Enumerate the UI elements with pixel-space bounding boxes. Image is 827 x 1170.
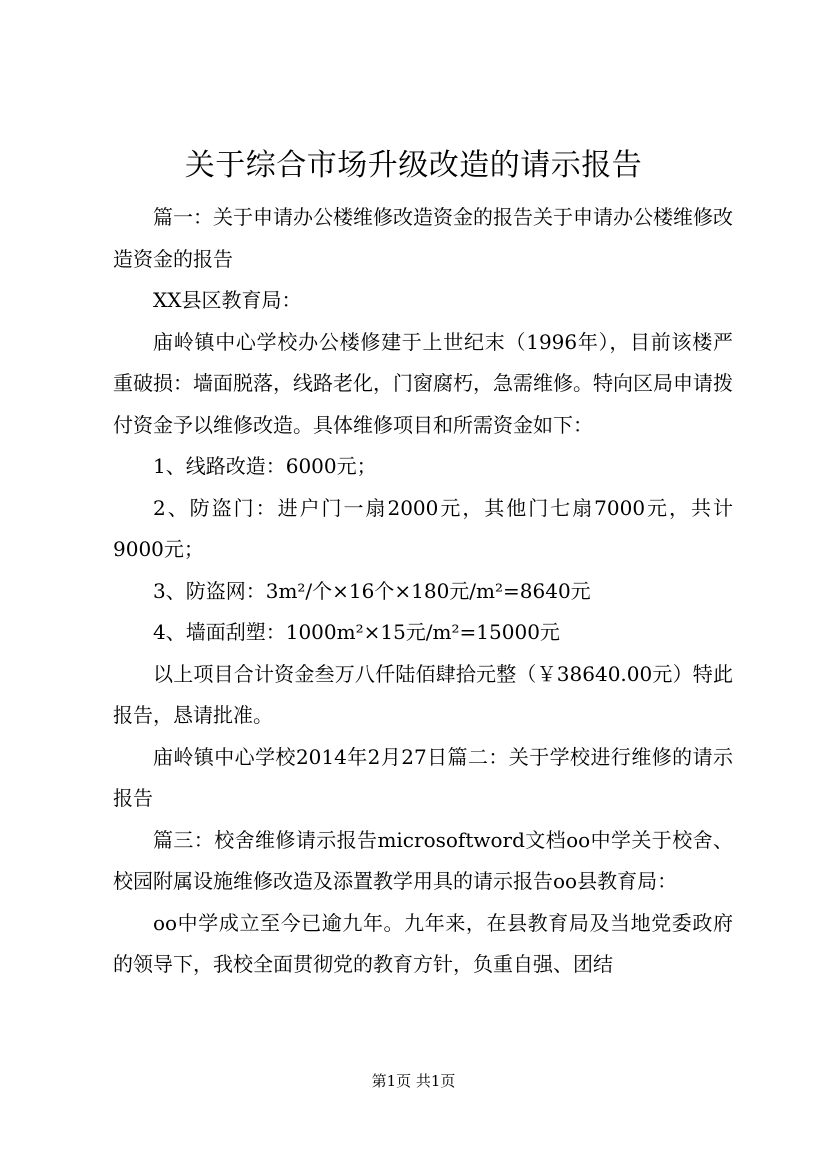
paragraph: 庙岭镇中心学校办公楼修建于上世纪末（1996年），目前该楼严重破损：墙面脱落，线路老化，门窗腐朽，急需维修。特向区局申请拨付资金予以维修改造。具体维修项目和所需资金如下： bbox=[113, 329, 733, 437]
document-body bbox=[113, 197, 733, 986]
paragraph: oo中学成立至今已逾九年。九年来，在县教育局及当地党委政府的领导下，我校全面贯彻党的教育方针，负重自强、团结 bbox=[113, 910, 733, 976]
paragraph: 篇一：关于申请办公楼维修改造资金的报告关于申请办公楼维修改造资金的报告 bbox=[113, 205, 733, 271]
paragraph: 1、线路改造：6000元； bbox=[153, 454, 377, 478]
page-footer: 第1页 共1页 bbox=[371, 1072, 456, 1090]
paragraph: 庙岭镇中心学校2014年2月27日篇二：关于学校进行维修的请示报告 bbox=[113, 744, 733, 810]
paragraph: 3、防盗网：3m²/个×16个×180元/m²=8640元 bbox=[153, 578, 591, 603]
paragraph: 篇三：校舍维修请示报告microsoftword文档oo中学关于校舍、校园附属设施维修改造及添置教学用具的请示报告oo县教育局： bbox=[113, 827, 733, 893]
paragraph: 2、防盗门：进户门一扇2000元，其他门七扇7000元，共计9000元； bbox=[113, 495, 733, 561]
paragraph: XX县区教育局： bbox=[153, 288, 302, 312]
paragraph: 以上项目合计资金叁万八仟陆佰肆拾元整（￥38640.00元）特此报告，恳请批准。 bbox=[113, 661, 733, 727]
paragraph: 4、墙面刮塑：1000m²×15元/m²=15000元 bbox=[153, 620, 560, 644]
page-title: 关于综合市场升级改造的请示报告 bbox=[184, 148, 643, 183]
